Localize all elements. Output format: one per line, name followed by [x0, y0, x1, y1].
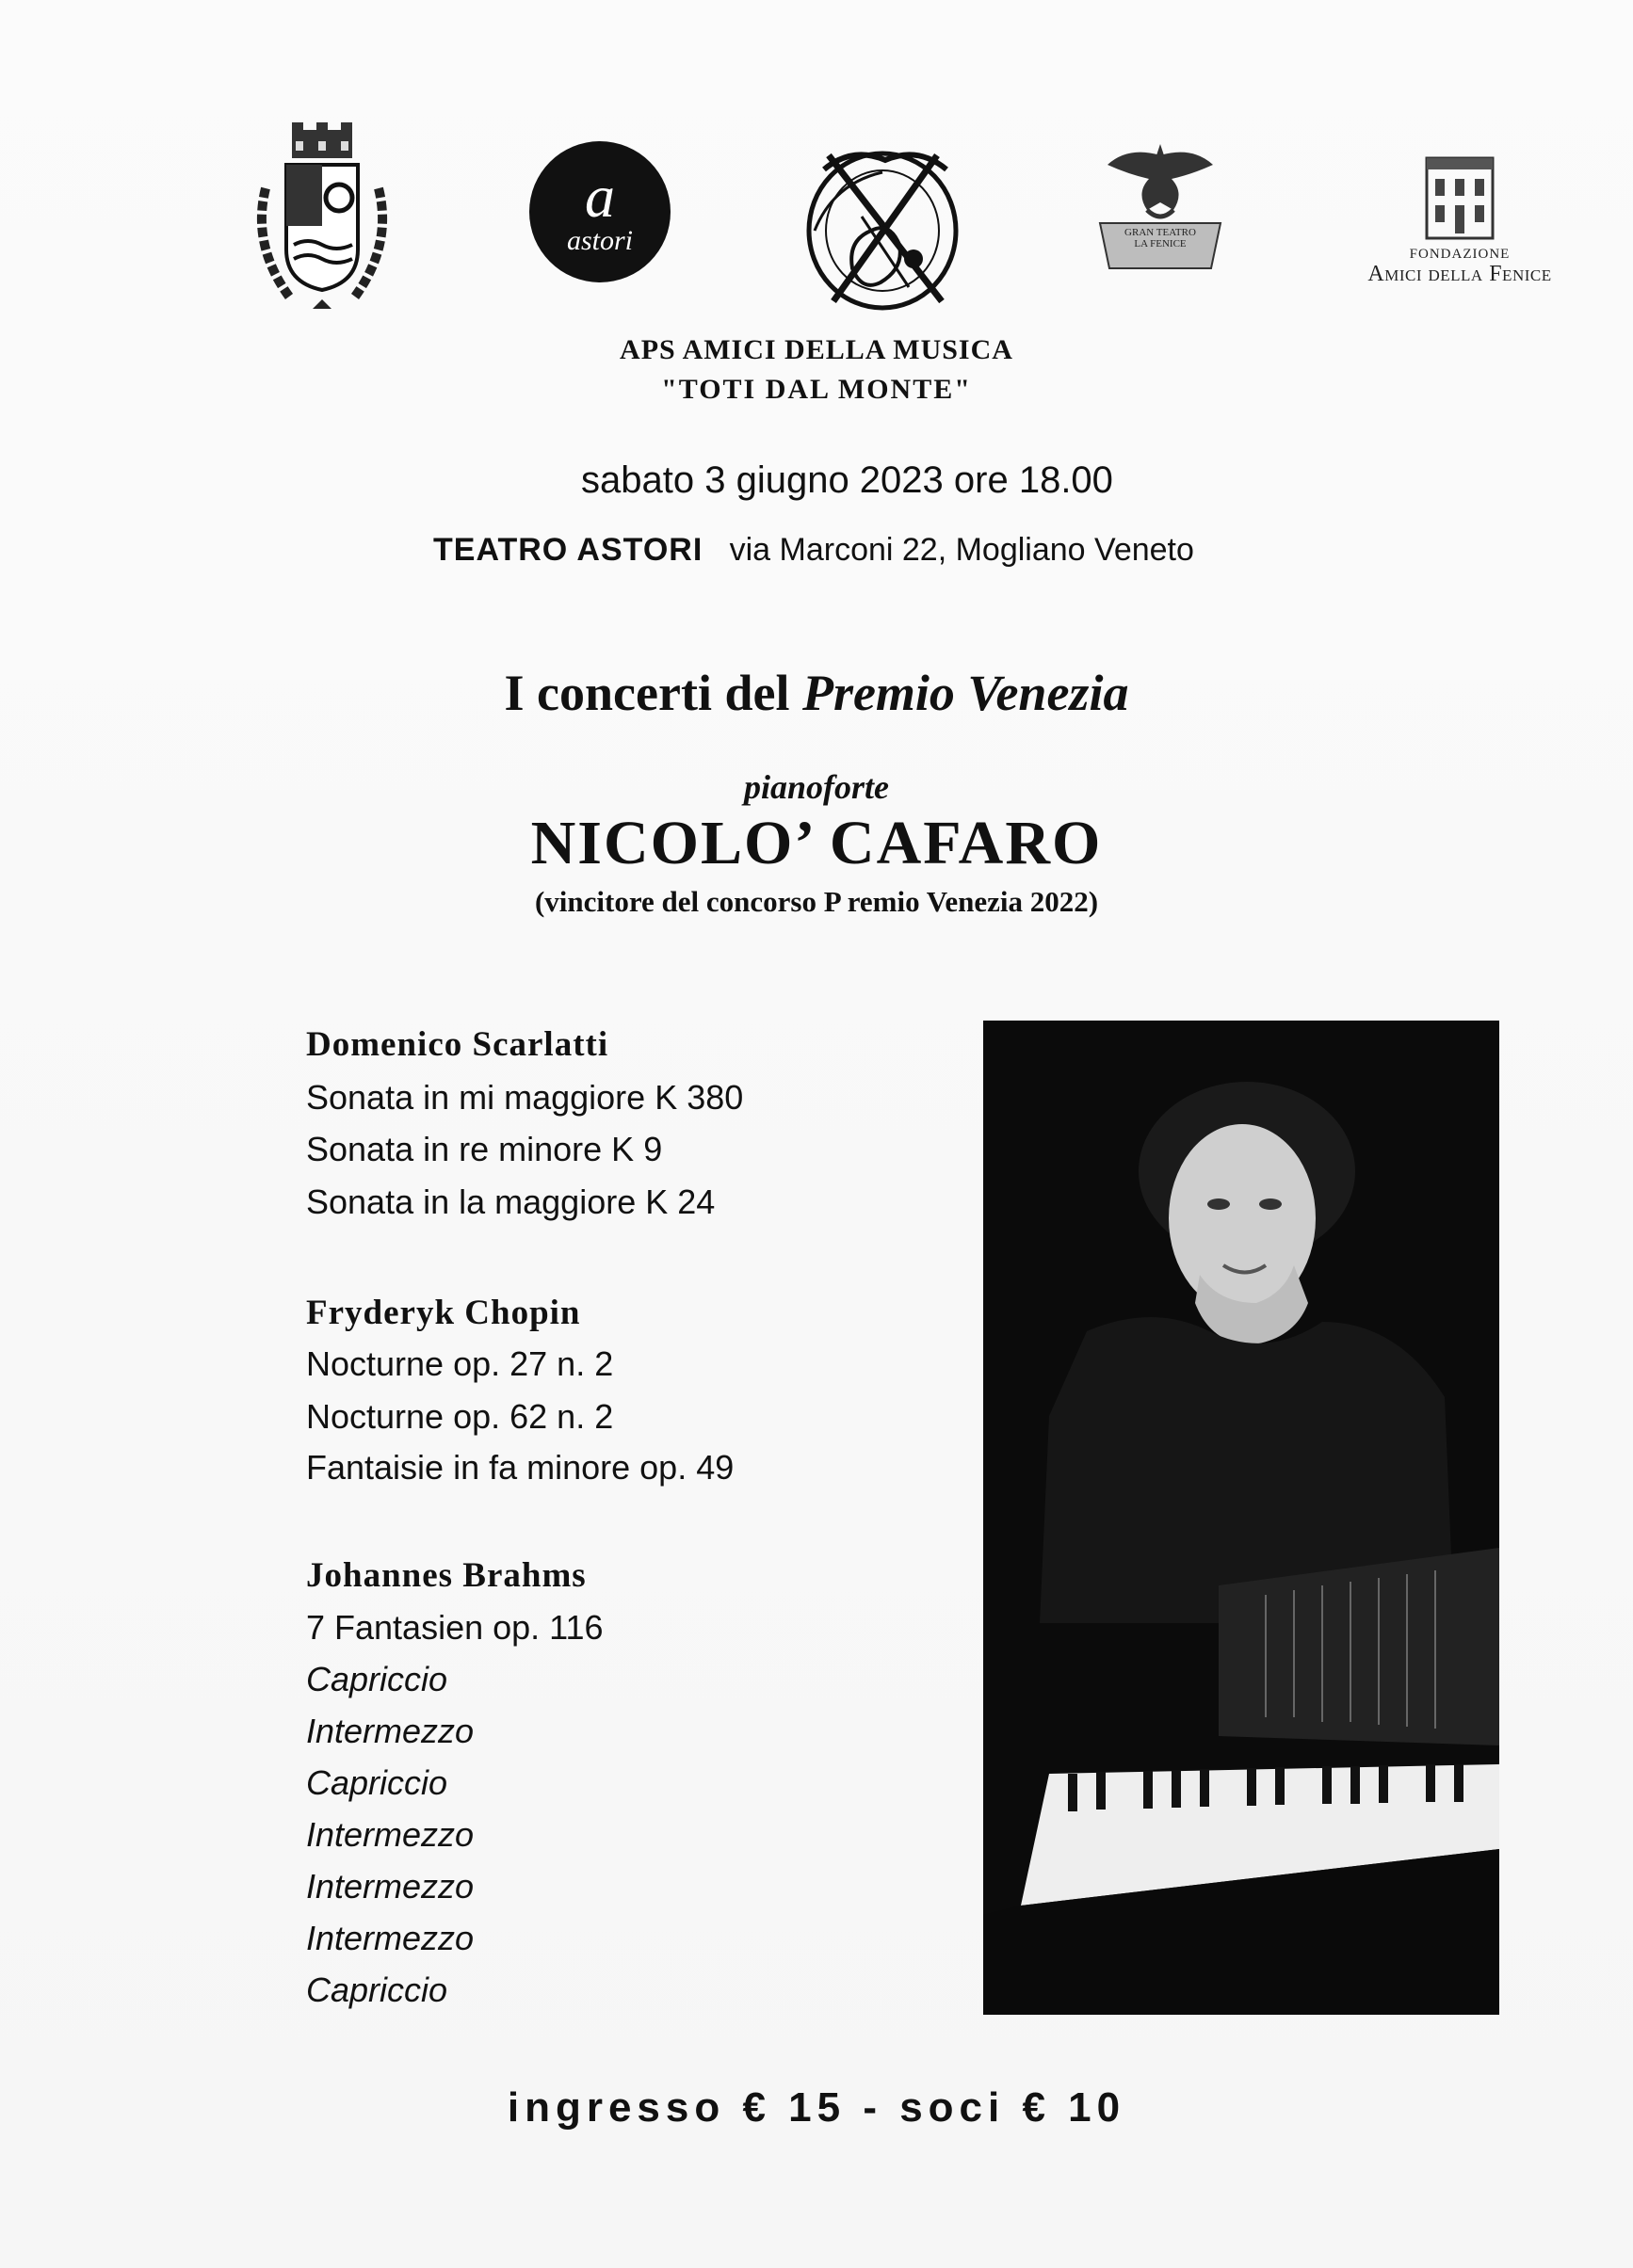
program-work: Fantaisie in fa minore op. 49: [306, 1448, 735, 1487]
astori-logo-icon: [529, 141, 671, 282]
series-name: Premio Venezia: [801, 665, 1129, 721]
phoenix-icon: [1091, 137, 1230, 278]
palazzo-icon: [1422, 149, 1497, 243]
venue-name: TEATRO ASTORI: [433, 532, 703, 568]
program-work: Nocturne op. 62 n. 2: [306, 1397, 614, 1436]
program-work: Sonata in mi maggiore K 380: [306, 1078, 744, 1117]
astori-logo-name: astori: [566, 225, 634, 256]
artist-name: NICOLO’ CAFARO: [530, 809, 1103, 877]
program-movement: Intermezzo: [306, 1919, 475, 1957]
composer-chopin: Fryderyk Chopin: [306, 1294, 581, 1332]
series-prefix: I concerti del: [504, 665, 802, 721]
program-work: Sonata in re minore K 9: [306, 1130, 663, 1168]
program-movement: Capriccio: [306, 1970, 448, 2009]
program-movement: Intermezzo: [306, 1815, 475, 1854]
venue-line: [433, 532, 1194, 569]
ticket-price: ingresso € 15 - soci € 10: [507, 2084, 1126, 2131]
program-movement: Intermezzo: [306, 1867, 475, 1906]
program-movement: Intermezzo: [306, 1712, 475, 1750]
pianist-portrait-photo: [983, 1021, 1499, 2015]
concert-series-title: [0, 664, 1633, 722]
program-movement: Capriccio: [306, 1660, 448, 1698]
municipal-crest-icon: [247, 122, 397, 311]
organizer-line1: APS AMICI DELLA MUSICA: [620, 334, 1013, 365]
amici-della-fenice-label: Amici della Fenice: [1367, 262, 1552, 286]
artist-subtitle: (vincitore del concorso P remio Venezia 2022): [534, 885, 1099, 918]
program-movement: Capriccio: [306, 1763, 448, 1802]
fondazione-amici-della-fenice-logo: [1328, 141, 1592, 292]
program-work: Sonata in la maggiore K 24: [306, 1182, 716, 1221]
venue-address: via Marconi 22, Mogliano Veneto: [729, 532, 1194, 568]
la-fenice-theatre-logo: [1091, 137, 1230, 278]
fondazione-label: FONDAZIONE: [1409, 247, 1511, 262]
concert-date: sabato 3 giugno 2023 ore 18.00: [581, 459, 1113, 501]
program-work: 7 Fantasien op. 116: [306, 1608, 604, 1647]
program-work: Nocturne op. 27 n. 2: [306, 1344, 614, 1383]
fenice-label-line2: LA FENICE: [1134, 238, 1187, 249]
instrument-label: pianoforte: [743, 768, 889, 806]
composer-scarlatti: Domenico Scarlatti: [306, 1025, 609, 1064]
organizer-line2: "TOTI DAL MONTE": [661, 374, 972, 405]
composer-brahms: Johannes Brahms: [306, 1556, 587, 1595]
music-association-emblem-icon: [796, 127, 970, 320]
astori-logo-letter: a: [585, 163, 615, 230]
fenice-label-line1: GRAN TEATRO: [1124, 227, 1196, 238]
